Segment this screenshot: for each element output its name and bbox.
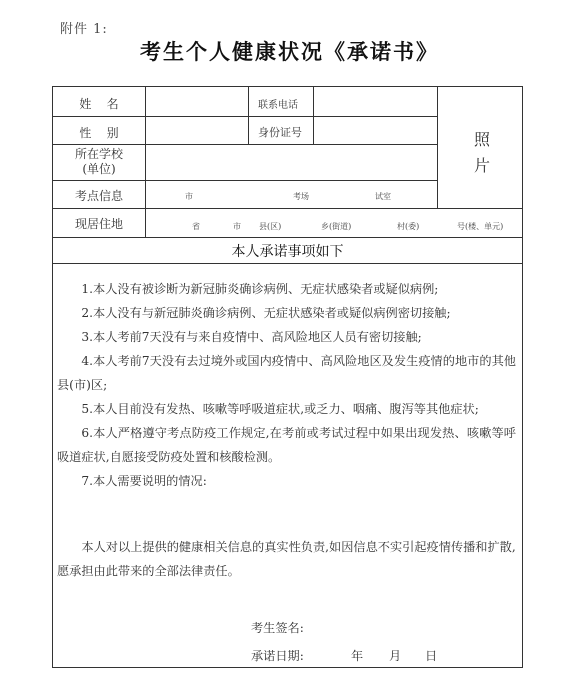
residence-town: 乡(街道) — [321, 222, 352, 231]
residence-label: 现居住地 — [74, 217, 123, 231]
row-divider — [53, 208, 522, 209]
exam-site-city: 市 — [185, 192, 193, 201]
date-label: 承诺日期: — [251, 649, 304, 663]
commitment-items — [57, 277, 516, 493]
column-divider — [437, 87, 438, 208]
row-divider — [53, 180, 437, 181]
gender-label: 性 别 — [79, 126, 119, 140]
id-number-label: 身份证号 — [258, 126, 302, 139]
commitment-item: 3.本人考前7天没有与来自疫情中、高风险地区人员有密切接触; — [81, 330, 422, 344]
signature-label: 考生签名: — [251, 621, 304, 635]
date-month: 月 — [389, 649, 402, 663]
page-title: 考生个人健康状况《承诺书》 — [140, 39, 439, 64]
commitment-item: 7.本人需要说明的情况: — [81, 474, 207, 488]
row-divider — [53, 237, 522, 238]
commitment-item: 1.本人没有被诊断为新冠肺炎确诊病例、无症状感染者或疑似病例; — [81, 282, 439, 296]
photo-label-line2: 片 — [474, 156, 491, 175]
commitment-item: 6.本人严格遵守考点防疫工作规定,在考前或考试过程中如果出现发热、咳嗽等呼吸道症状,自愿接受防疫处置和核酸检测。 — [57, 426, 516, 464]
section-title: 本人承诺事项如下 — [231, 244, 344, 260]
school-label-line1: 所在学校 — [74, 147, 123, 161]
exam-site-room: 试室 — [375, 192, 391, 201]
row-divider — [53, 144, 437, 145]
commitment-form — [52, 86, 523, 668]
column-divider — [248, 87, 249, 144]
row-divider — [53, 263, 522, 264]
residence-city: 市 — [233, 222, 241, 231]
commitment-item: 4.本人考前7天没有去过境外或国内疫情中、高风险地区及发生疫情的地市的其他县(市)区; — [57, 354, 516, 392]
closing-statement — [57, 535, 516, 583]
residence-county: 县(区) — [259, 222, 282, 231]
commitment-item: 2.本人没有与新冠肺炎确诊病例、无症状感染者或疑似病例密切接触; — [81, 306, 451, 320]
residence-province: 省 — [192, 222, 200, 231]
date-year: 年 — [351, 649, 364, 663]
closing-text: 本人对以上提供的健康相关信息的真实性负责,如因信息不实引起疫情传播和扩散,愿承担由此带来的全部法律责任。 — [57, 540, 516, 578]
photo-label-line1: 照 — [474, 130, 491, 149]
residence-village: 村(委) — [397, 222, 420, 231]
date-day: 日 — [425, 649, 438, 663]
commitment-item: 5.本人目前没有发热、咳嗽等呼吸道症状,或乏力、咽痛、腹泻等其他症状; — [81, 402, 479, 416]
attachment-label: 附件 1: — [60, 22, 108, 37]
column-divider — [145, 87, 146, 237]
phone-label: 联系电话 — [258, 100, 298, 111]
name-label: 姓 名 — [79, 97, 119, 111]
exam-site-venue: 考场 — [293, 192, 309, 201]
school-label — [53, 147, 145, 177]
exam-site-label: 考点信息 — [74, 189, 123, 203]
column-divider — [313, 87, 314, 144]
residence-number: 号(楼、单元) — [457, 222, 504, 231]
row-divider — [53, 116, 437, 117]
school-label-line2: (单位) — [82, 162, 116, 176]
